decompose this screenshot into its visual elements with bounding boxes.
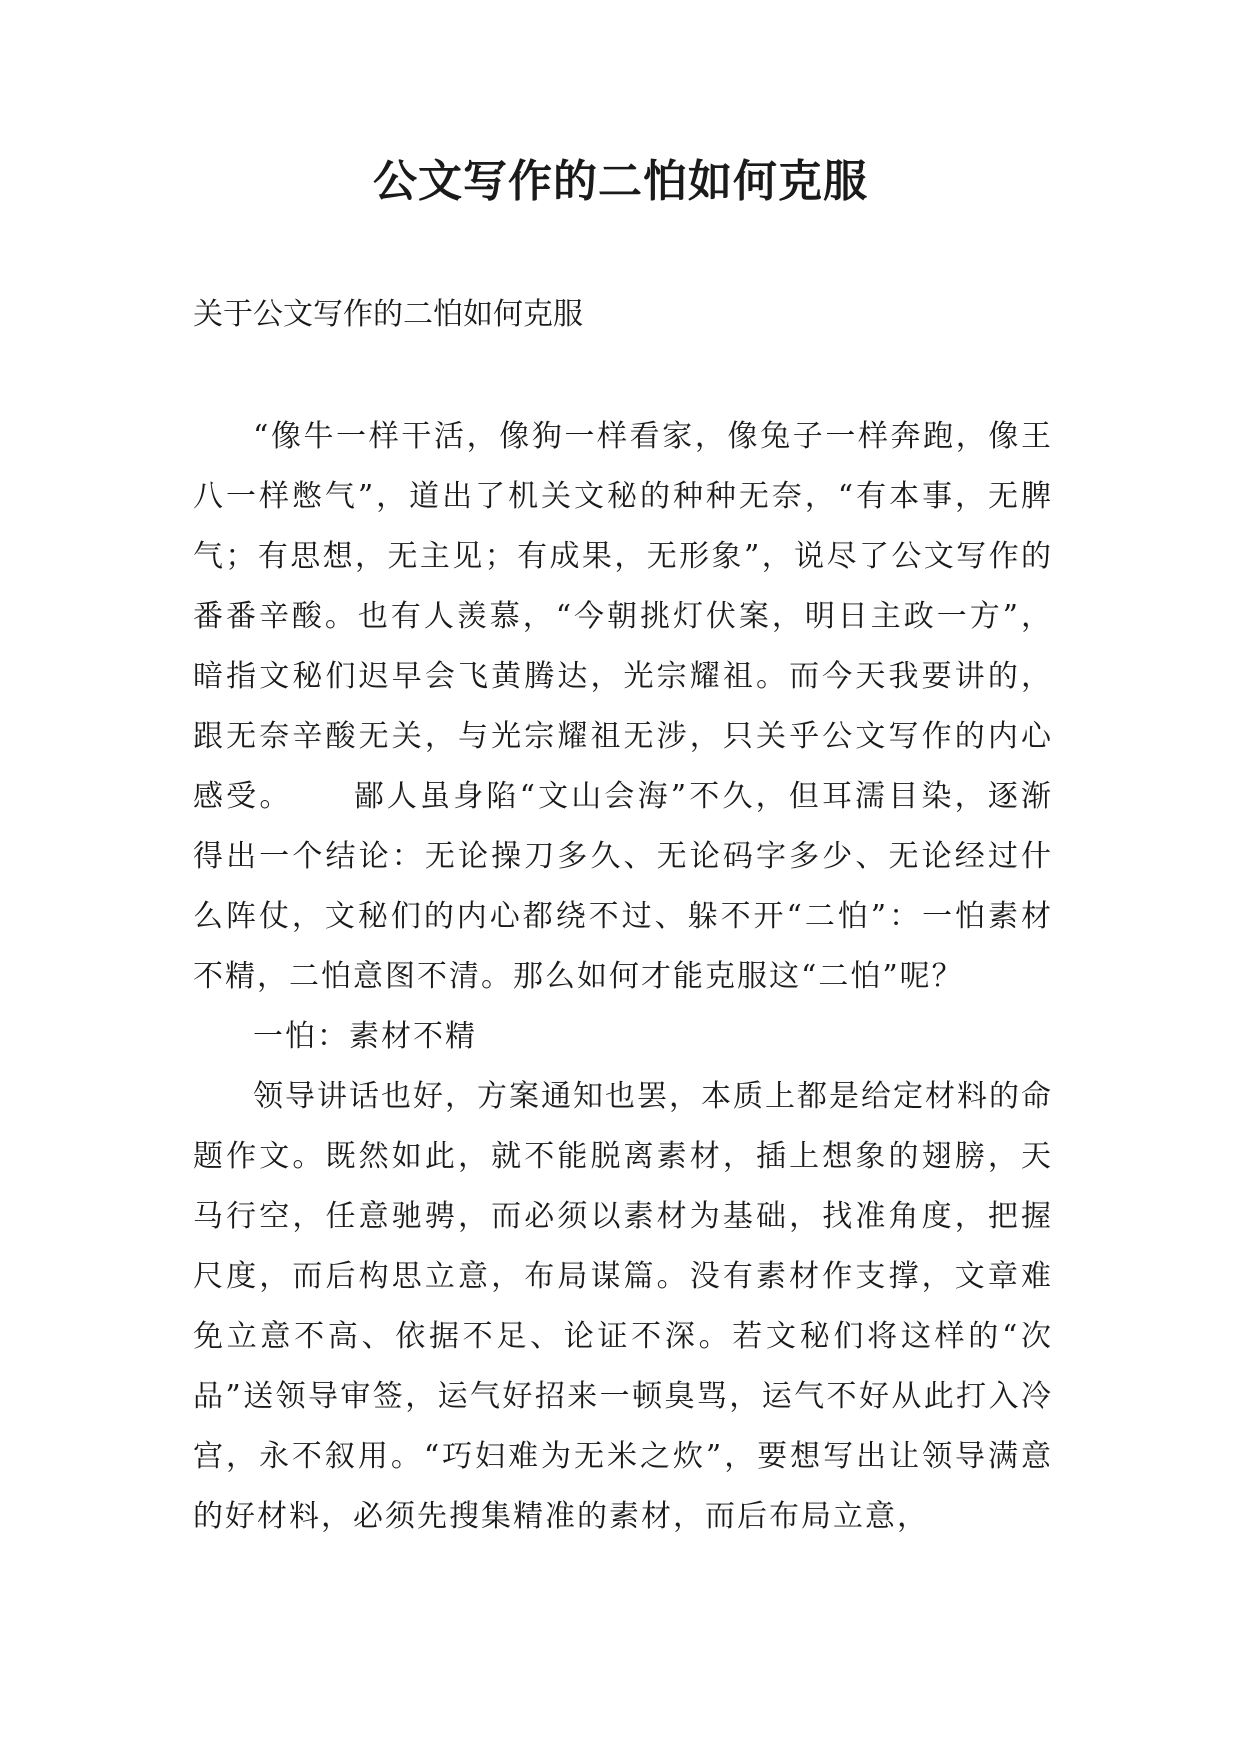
document-subtitle: 关于公文写作的二怕如何克服	[193, 297, 583, 332]
paragraph-intro-part-a: “像牛一样干活，像狗一样看家，像兔子一样奔跑，像王八一样憋气”，道出了机关文秘的种种无奈，“有本事，无脾气；有思想，无主见；有成果，无形象”，说尽了公文写作的番番辛酸。也有人羡慕，“今朝挑灯伏案，明日主政一方”，暗指文秘们迟早会飞黄腾达，光宗耀祖。而今天我要讲的，跟无奈辛酸无关，与光宗耀祖无涉，只关乎公文写作的内心感受。	[193, 419, 1053, 814]
paragraph-materials: 领导讲话也好，方案通知也罢，本质上都是给定材料的命题作文。既然如此，就不能脱离素材，插上想象的翅膀，天马行空，任意驰骋，而必须以素材为基础，找准角度，把握尺度，而后构思立意，布局谋篇。没有素材作支撑，文章难免立意不高、依据不足、论证不深。若文秘们将这样的“次品”送领导审签，运气好招来一顿臭骂，运气不好从此打入冷宫，永不叙用。“巧妇难为无米之炊”，要想写出让领导满意的好材料，必须先搜集精准的素材，而后布局立意，	[193, 1079, 1053, 1534]
document-title: 公文写作的二怕如何克服	[373, 156, 868, 207]
document-body	[193, 407, 1053, 1547]
section-heading-first-fear: 一怕：素材不精	[253, 1019, 477, 1054]
paragraph-intro-part-b: 鄙人虽身陷“文山会海”不久，但耳濡目染，逐渐得出一个结论：无论操刀多久、无论码字多少、无论经过什么阵仗，文秘们的内心都绕不过、躲不开“二怕”：一怕素材不精，二怕意图不清。那么如何才能克服这“二怕”呢？	[193, 779, 1053, 994]
paragraph-intro	[193, 407, 1053, 1007]
